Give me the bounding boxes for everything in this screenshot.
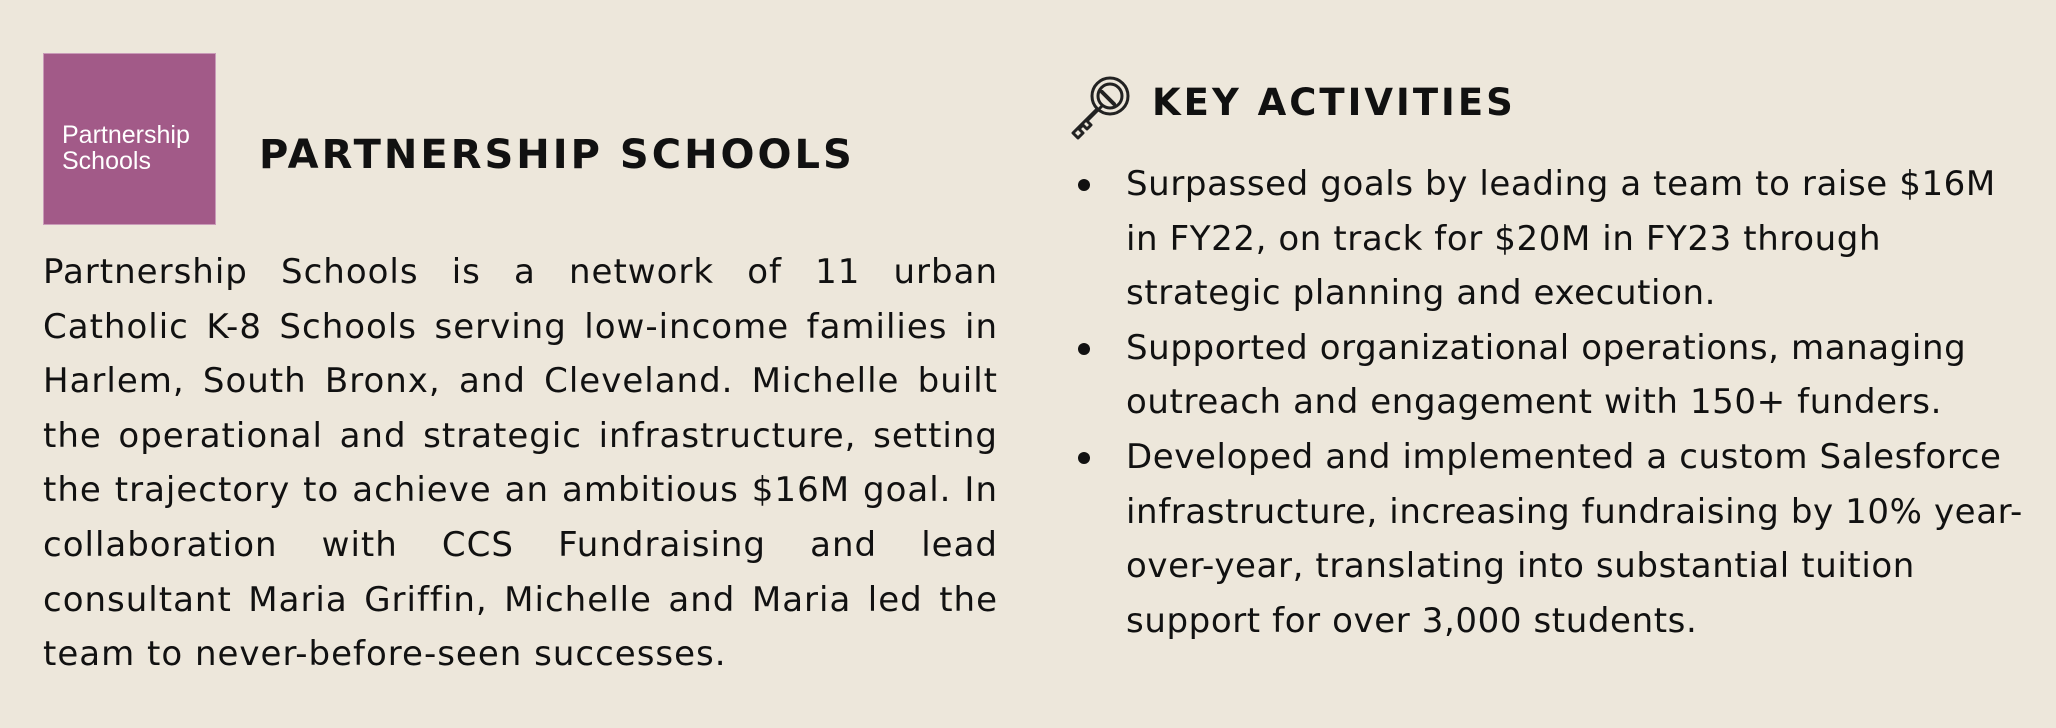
key-activities-title: KEY ACTIVITIES xyxy=(1152,81,1516,124)
activity-text: Supported organizational operations, managing outreach and engagement with 150+ funders. xyxy=(1126,327,1967,423)
logo-line-1: Partnership xyxy=(62,121,190,149)
bullet xyxy=(1078,343,1090,355)
bullet xyxy=(1078,179,1090,191)
logo-line-2: Schools xyxy=(62,147,151,175)
key-icon xyxy=(1068,74,1132,140)
activity-text: Developed and implemented a custom Salesforce infrastructure, increasing fundraising by 10% year-over-year, translating into substantial tuition support for over 3,000 students. xyxy=(1126,436,2023,641)
organization-title: PARTNERSHIP SCHOOLS xyxy=(259,132,855,178)
organization-description: Partnership Schools is a network of 11 urban Catholic K-8 Schools serving low-income families in Harlem, South Bronx, and Cleveland. Michelle built the operational and strategic infrastructure, setting the trajectory to achieve an ambitious $16M goal. In collaboration with CCS Fundraising and lead consultant Maria Griffin, Michelle and Maria led the team to never-before-seen successes. xyxy=(43,252,998,675)
logo-text xyxy=(62,122,190,174)
bullet xyxy=(1078,452,1090,464)
list-item xyxy=(1078,157,2038,321)
partnership-schools-logo xyxy=(43,53,216,225)
activity-text: Surpassed goals by leading a team to raise $16M in FY22, on track for $20M in FY23 through strategic planning and execution. xyxy=(1126,164,1996,314)
key-activities-list xyxy=(1078,157,2038,648)
list-item xyxy=(1078,430,2038,648)
list-item xyxy=(1078,321,2038,430)
